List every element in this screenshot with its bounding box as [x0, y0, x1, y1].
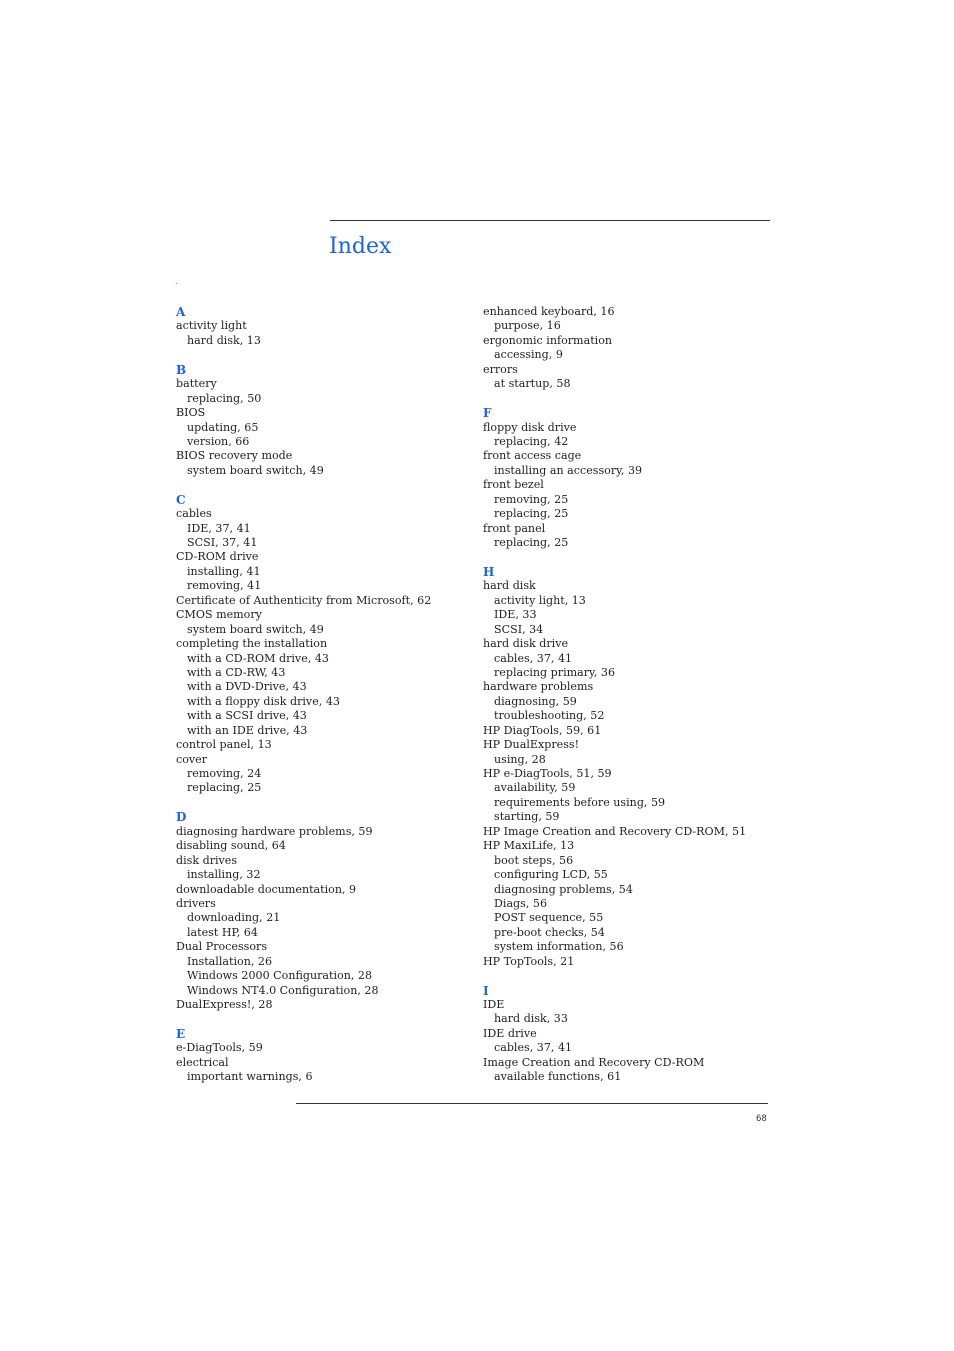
index-subentry: Installation, 26: [187, 954, 273, 968]
stray-mark: .: [175, 277, 178, 286]
index-entry: disk drives: [176, 853, 238, 867]
index-entry: Image Creation and Recovery CD-ROM: [483, 1055, 705, 1069]
index-entry: IDE: [483, 998, 505, 1011]
index-entry: cover: [176, 752, 208, 766]
index-entry: front bezel: [483, 478, 544, 492]
index-subentry: diagnosing problems, 54: [494, 882, 633, 896]
index-entry: disabling sound, 64: [176, 839, 286, 853]
index-entry: e-DiagTools, 59: [176, 1041, 263, 1055]
index-entry: hard disk drive: [483, 637, 569, 651]
index-subentry: with a DVD-Drive, 43: [187, 680, 307, 694]
index-letter-heading: B: [176, 362, 187, 377]
index-entry: BIOS recovery mode: [176, 449, 293, 463]
index-subentry: at startup, 58: [494, 377, 571, 391]
index-entry: electrical: [176, 1055, 229, 1069]
index-subentry: availability, 59: [494, 781, 576, 795]
page-number: 68: [756, 1114, 767, 1124]
index-subentry: purpose, 16: [494, 319, 561, 333]
index-entry: HP e-DiagTools, 51, 59: [483, 767, 612, 780]
index-subentry: configuring LCD, 55: [494, 868, 608, 882]
index-subentry: system board switch, 49: [187, 622, 324, 636]
index-subentry: accessing, 9: [494, 348, 563, 362]
index-subentry: POST sequence, 55: [494, 911, 604, 925]
index-subentry: cables, 37, 41: [494, 1041, 573, 1055]
index-entry: diagnosing hardware problems, 59: [176, 824, 373, 838]
index-letter-heading: A: [176, 305, 186, 319]
index-subentry: diagnosing, 59: [494, 694, 577, 708]
index-entry: cables: [176, 507, 212, 521]
index-entry: downloadable documentation, 9: [176, 882, 357, 896]
index-letter-heading: D: [176, 810, 187, 825]
index-subentry: hard disk, 33: [494, 1012, 568, 1026]
index-subentry: removing, 24: [187, 767, 262, 780]
index-entry: control panel, 13: [176, 738, 272, 752]
index-subentry: starting, 59: [494, 810, 560, 824]
index-subentry: cables, 37, 41: [494, 651, 573, 665]
index-entry: CMOS memory: [176, 608, 262, 622]
index-entry: errors: [483, 362, 518, 376]
index-entry: hard disk: [483, 579, 536, 593]
index-entry: ergonomic information: [483, 333, 613, 347]
index-subentry: important warnings, 6: [187, 1070, 313, 1084]
index-group: [176, 305, 476, 348]
index-subentry: removing, 25: [494, 492, 569, 506]
index-subentry: with an IDE drive, 43: [187, 723, 308, 737]
index-subentry: SCSI, 37, 41: [187, 536, 258, 549]
header-rule: [330, 220, 770, 221]
index-entry: Certificate of Authenticity from Microsoft, 62: [176, 593, 432, 607]
index-subentry: Windows NT4.0 Configuration, 28: [187, 983, 379, 997]
index-entry: battery: [176, 377, 217, 391]
index-subentry: IDE, 37, 41: [187, 521, 251, 535]
index-subentry: replacing, 25: [494, 507, 569, 521]
index-subentry: pre-boot checks, 54: [494, 925, 605, 939]
page-title: Index: [329, 234, 392, 259]
index-subentry: hard disk, 13: [187, 333, 261, 347]
index-entry: HP DualExpress!: [483, 738, 580, 752]
index-entry: Dual Processors: [176, 940, 268, 954]
index-subentry: Diags, 56: [494, 896, 548, 910]
index-group: [176, 363, 476, 479]
index-entry: DualExpress!, 28: [176, 998, 273, 1011]
index-entry: floppy disk drive: [483, 420, 577, 434]
index-letter-heading: F: [483, 406, 492, 421]
index-entry: HP MaxiLife, 13: [483, 839, 575, 853]
index-entry: completing the installation: [176, 637, 328, 651]
index-entry: activity light: [176, 319, 247, 333]
index-column-right: [483, 305, 783, 1085]
index-letter-heading: I: [483, 983, 489, 998]
index-subentry: system board switch, 49: [187, 463, 324, 477]
index-subentry: activity light, 13: [494, 593, 586, 607]
index-subentry: with a SCSI drive, 43: [187, 709, 307, 723]
index-subentry: removing, 41: [187, 579, 262, 593]
index-subentry: using, 28: [494, 752, 546, 766]
index-subentry: replacing, 25: [494, 536, 569, 549]
index-subentry: updating, 65: [187, 420, 259, 434]
index-entry: enhanced keyboard, 16: [483, 305, 615, 318]
index-group: [176, 493, 476, 796]
index-group: [176, 1027, 476, 1085]
index-subentry: version, 66: [187, 434, 250, 448]
index-group: [483, 406, 783, 550]
index-subentry: installing, 32: [187, 868, 261, 882]
index-letter-heading: C: [176, 492, 186, 507]
index-subentry: Windows 2000 Configuration, 28: [187, 969, 373, 983]
index-subentry: requirements before using, 59: [494, 795, 666, 809]
index-subentry: installing an accessory, 39: [494, 463, 643, 477]
index-subentry: available functions, 61: [494, 1070, 622, 1084]
index-subentry: replacing, 42: [494, 434, 569, 448]
index-subentry: with a CD-RW, 43: [187, 665, 286, 679]
index-subentry: installing, 41: [187, 564, 261, 578]
index-entry: front panel: [483, 521, 546, 535]
index-entry: hardware problems: [483, 680, 594, 694]
index-group: [483, 565, 783, 969]
index-entry: HP TopTools, 21: [483, 954, 575, 968]
index-subentry: replacing primary, 36: [494, 665, 616, 679]
index-entry: BIOS: [176, 406, 206, 420]
index-subentry: system information, 56: [494, 940, 624, 954]
index-entry: CD-ROM drive: [176, 550, 259, 564]
index-entry: HP Image Creation and Recovery CD-ROM, 51: [483, 824, 747, 838]
index-entry: IDE drive: [483, 1026, 537, 1040]
index-entry: drivers: [176, 896, 216, 910]
index-subentry: downloading, 21: [187, 911, 281, 925]
index-subentry: troubleshooting, 52: [494, 709, 605, 723]
index-subentry: replacing, 50: [187, 391, 262, 405]
index-subentry: with a CD-ROM drive, 43: [187, 651, 329, 665]
index-letter-heading: E: [176, 1026, 186, 1041]
index-entry: HP DiagTools, 59, 61: [483, 723, 602, 737]
index-letter-heading: H: [483, 564, 495, 579]
index-subentry: replacing, 25: [187, 781, 262, 795]
index-group: [176, 810, 476, 1012]
index-group: [483, 984, 783, 1085]
index-subentry: IDE, 33: [494, 608, 537, 622]
index-subentry: latest HP, 64: [187, 925, 258, 939]
index-column-left: [176, 305, 476, 1085]
index-group: [483, 305, 783, 392]
index-subentry: boot steps, 56: [494, 853, 574, 867]
index-subentry: SCSI, 34: [494, 622, 544, 636]
index-subentry: with a floppy disk drive, 43: [187, 694, 340, 708]
footer-rule: [296, 1103, 768, 1104]
index-entry: front access cage: [483, 449, 582, 463]
